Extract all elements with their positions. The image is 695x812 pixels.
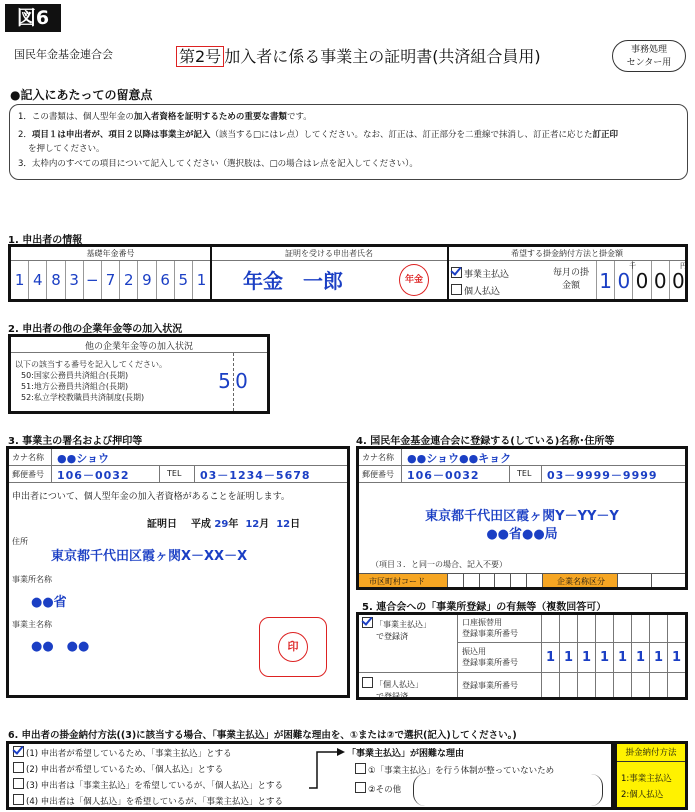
basic-no-digit: 1 <box>196 271 207 289</box>
basic-no-digit: 8 <box>47 261 65 299</box>
amount-digit: 0 <box>632 261 650 299</box>
s6-heading: 6. 申出者の掛金納付方法((3)に該当する場合、「事業主払込」が困難な理由を、①または②で選択(記入)してください。) <box>8 730 517 741</box>
s5-payin-label: 振込用 登録事業所番号 <box>462 647 518 667</box>
s6-opt1-checkbox[interactable] <box>13 746 24 757</box>
payin-digit: 1 <box>649 643 667 672</box>
office-badge-line1: 事務処理 <box>630 45 667 55</box>
s3-owner-label: 事業主名称 <box>12 620 52 629</box>
name-label: 証明を受ける申出者氏名 <box>285 249 373 258</box>
s4-postal-label: 郵便番号 <box>362 470 394 479</box>
monthly-label: 毎月の掛金額 <box>552 268 589 291</box>
notes-heading: ●記入にあたっての留意点 <box>10 88 153 102</box>
s2-heading: 2. 申出者の他の企業年金等の加入状況 <box>8 324 183 335</box>
s2-table-head: 他の企業年金等の加入状況 <box>84 342 193 352</box>
s3-tel-value[interactable]: 03－1234－5678 <box>200 469 311 482</box>
s4-kana-value[interactable]: ●●ショウ●●キョク <box>407 452 512 465</box>
payin-digit: 1 <box>667 643 685 672</box>
s6-method-head: 掛金納付方法 <box>617 746 685 762</box>
s5-reg-label: 登録事業所番号 <box>462 681 518 690</box>
individual-checkbox[interactable] <box>451 284 462 295</box>
s5-account-label: 口座振替用 登録事業所番号 <box>462 618 518 638</box>
enterprise-label: 企業名称区分 <box>557 577 605 586</box>
s6-opt2[interactable]: (2) 申出者が希望しているため、「個人払込」とする <box>13 762 283 778</box>
stamp-box[interactable] <box>259 617 327 677</box>
s3-heading: 3. 事業主の署名および押印等 <box>8 436 143 447</box>
basic-no-digit: 7 <box>102 261 120 299</box>
s2-code[interactable]: 5 0 <box>218 369 248 393</box>
method-label: 希望する掛金納付方法と掛金額 <box>511 249 623 258</box>
s4-kana-label: カナ名称 <box>362 453 394 462</box>
s3-kana-label: カナ名称 <box>12 453 44 462</box>
payin-digit: 1 <box>595 643 613 672</box>
note-1: 1．この書類は、個人型年金の加入者資格を証明するための重要な書類です。 <box>18 112 312 122</box>
enterprise-cells[interactable] <box>617 574 685 587</box>
s6-opt3-checkbox[interactable] <box>13 778 24 789</box>
s3-postal-value[interactable]: 106－0032 <box>57 469 130 482</box>
s4-address-line2[interactable]: ●●省●●局 <box>486 527 558 542</box>
s4-tel-label: TEL <box>517 469 532 478</box>
s5-payin-digits[interactable] <box>541 643 685 672</box>
s3-cert-date[interactable]: 証明日 平成 29年 12月 12日 <box>147 519 301 530</box>
s3-table <box>6 446 350 698</box>
s6-reason2[interactable]: ②その他 <box>355 782 401 795</box>
org-name: 国民年金基金連合会 <box>14 48 113 61</box>
payin-digit: 1 <box>613 643 631 672</box>
basic-no-label: 基礎年金番号 <box>86 249 135 258</box>
payin-digit: 1 <box>559 643 577 672</box>
s2-instructions: 以下の該当する番号を記入してください。 50:国家公務員共済組合(長期) 51:地方公務員共済組合(長期) 52:私立学校教職員共済制度(長期) <box>15 360 167 402</box>
opt-employer[interactable]: 事業主払込 <box>451 267 509 280</box>
s1-table <box>8 244 688 302</box>
amount-digit: 0 <box>614 261 632 299</box>
s5-account-cells[interactable] <box>541 615 685 643</box>
s6-table <box>6 741 614 810</box>
s6-options <box>13 746 283 810</box>
s3-owner-value[interactable]: ●● ●● <box>31 639 90 654</box>
s3-address-value[interactable]: 東京都千代田区霞ヶ関X－XX－X <box>51 549 248 564</box>
form-number: 第2号 <box>176 46 224 67</box>
s5-opt-employer[interactable]: 「事業主払込」 で登録済 <box>362 617 431 643</box>
s5-heading: 5. 連合会への「事業所登録」の有無等（複数回答可） <box>362 602 607 613</box>
s6-opt3[interactable]: (3) 申出者は「事業主払込」を希望しているが、「個人払込」とする <box>13 778 283 794</box>
form-title-text: 加入者に係る事業主の証明書(共済組合員用) <box>224 47 541 66</box>
unit-yen: 円 <box>680 262 687 270</box>
s5-employer-checkbox[interactable] <box>362 617 373 628</box>
s6-method2: 2:個人払込 <box>621 790 664 800</box>
basic-no-digit: 2 <box>120 261 138 299</box>
s6-reason1[interactable]: ①「事業主払込」を行う体制が整っていないため <box>355 763 554 776</box>
payin-digit: 1 <box>631 643 649 672</box>
s6-reason-head: 「事業主払込」が困難な理由 <box>347 749 465 759</box>
payin-digit: 1 <box>541 643 559 672</box>
s5-row-payin <box>458 643 685 672</box>
s4-table <box>356 446 688 590</box>
amount-digit: 0 <box>669 261 687 299</box>
s6-method-box <box>614 741 688 810</box>
applicant-name[interactable]: 年金 一郎 <box>243 269 343 293</box>
s6-other-reason-field[interactable] <box>413 774 603 806</box>
s3-office-name-label: 事業所名称 <box>12 575 52 584</box>
opt-individual[interactable]: 個人払込 <box>451 284 500 297</box>
note-3: 3．太枠内のすべての項目について記入してください（選択肢は、□の場合はレ点を記入してください）。 <box>18 159 418 169</box>
note-2: 2．項目１は申出者が、項目２以降は事業主が記入（該当する□にはレ点）してください。なお、訂正は、訂正部分を二重線で抹消し、訂正者に応じた訂正印 を押してください。 <box>18 130 618 154</box>
s4-heading: 4. 国民年金基金連合会に登録する(している)名称･住所等 <box>356 436 615 447</box>
s5-individual-checkbox[interactable] <box>362 677 373 688</box>
basic-no-digit: 9 <box>138 261 156 299</box>
amount-digits[interactable] <box>596 261 687 299</box>
s2-table <box>8 334 270 414</box>
s6-opt1[interactable]: (1) 申出者が希望しているため、「事業主払込」とする <box>13 746 283 762</box>
figure-label: 図6 <box>5 4 61 32</box>
payin-digit: 1 <box>577 643 595 672</box>
s6-opt4-checkbox[interactable] <box>13 794 24 805</box>
s5-table <box>356 612 688 700</box>
s5-row-account <box>458 615 685 643</box>
s4-note: （項目３．と同一の場合、記入不要） <box>371 560 507 569</box>
s5-row-individual <box>458 673 685 697</box>
basic-no-digit: 1 <box>11 261 29 299</box>
s4-tel-value[interactable]: 03－9999－9999 <box>547 469 658 482</box>
s5-reg-cells[interactable] <box>541 673 685 697</box>
form-title <box>176 44 541 67</box>
s6-reason2-checkbox[interactable] <box>355 782 366 793</box>
s3-address-label: 住所 <box>12 537 28 546</box>
s6-opt4[interactable]: (4) 申出者は「個人払込」を希望しているが、「事業主払込」とする <box>13 794 283 810</box>
basic-no-digits <box>11 261 210 299</box>
basic-no-digit: 3 <box>66 261 84 299</box>
s5-opt-individual[interactable]: 「個人払込」 で登録済 <box>362 677 423 703</box>
basic-no-digit: − <box>84 261 102 299</box>
s3-tel-label: TEL <box>167 469 182 478</box>
basic-no-digit: 6 <box>157 261 175 299</box>
s1-heading: 1. 申出者の情報 <box>8 235 83 246</box>
employer-checkbox[interactable] <box>451 267 462 278</box>
s3-office-name-value[interactable]: ●●省 <box>31 595 67 610</box>
s4-postal-value[interactable]: 106－0032 <box>407 469 480 482</box>
s3-kana-value[interactable]: ●●ショウ <box>57 452 109 465</box>
amount-digit: 0 <box>651 261 669 299</box>
basic-no-digit: 4 <box>29 261 47 299</box>
s4-address-line1[interactable]: 東京都千代田区霞ヶ関Y－YY－Y <box>425 509 619 524</box>
arrow-icon <box>307 746 347 796</box>
s3-cert-text: 申出者について、個人型年金の加入者資格があることを証明します。 <box>12 492 290 502</box>
city-code-cells[interactable] <box>447 574 543 587</box>
basic-no-digit: 5 <box>175 261 193 299</box>
s6-opt2-checkbox[interactable] <box>13 762 24 773</box>
office-badge-line2: センター用 <box>626 58 672 68</box>
applicant-seal: 年金 <box>399 264 429 296</box>
s4-code-row <box>359 573 685 587</box>
amount-digit: 1 <box>596 261 614 299</box>
unit-thousand: 千 <box>629 262 636 270</box>
s6-reason1-checkbox[interactable] <box>355 763 366 774</box>
s3-postal-label: 郵便番号 <box>12 470 44 479</box>
employer-stamp: 印 <box>278 632 308 662</box>
notes-box <box>9 104 688 180</box>
office-badge <box>612 40 686 72</box>
s6-method1: 1:事業主払込 <box>621 774 672 784</box>
city-code-label: 市区町村コード <box>369 577 425 586</box>
